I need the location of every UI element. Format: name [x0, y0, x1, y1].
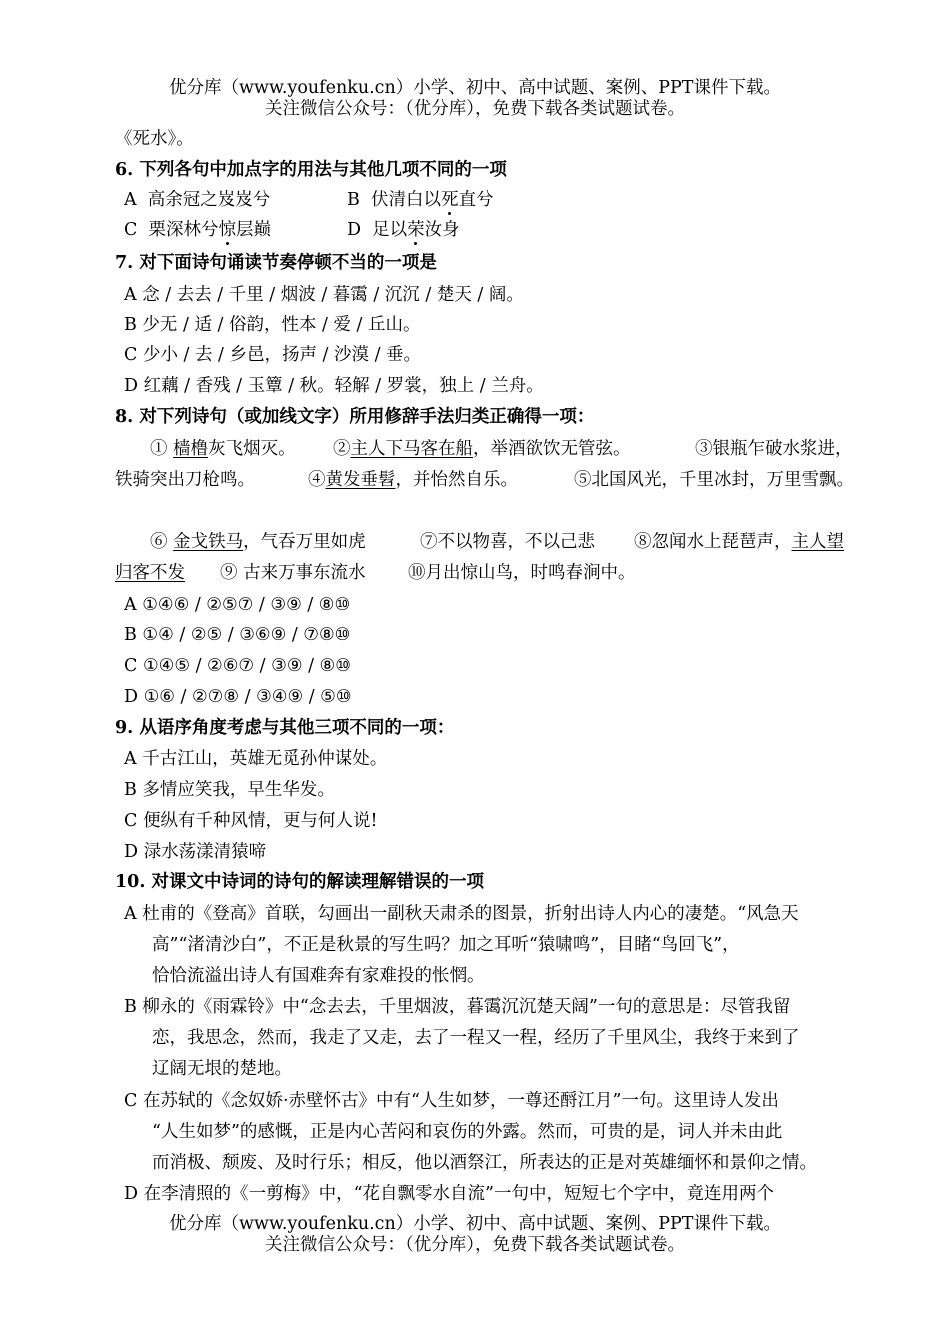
item-number: ② [333, 439, 351, 459]
underlined-text: 金戈铁马 [173, 532, 244, 552]
question-8-item-8-cont [115, 561, 185, 585]
option-label: A [124, 190, 137, 210]
item-text: ，并怡然自乐。 [395, 470, 518, 490]
question-7-title: 7. 对下面诗句诵读节奏停顿不当的一项是 [115, 253, 437, 273]
question-10-option-c-line3: 而消极、颓废、及时行乐；相反，他以酒祭江，所表达的正是对英雄缅怀和景仰之情。 [152, 1153, 817, 1173]
page-footer-line2: 关注微信公众号：（优分库），免费下载各类试题试卷。 [265, 1235, 685, 1255]
underlined-text: 归客不发 [115, 563, 185, 583]
question-9-option-d: D 渌水荡漾清猿啼 [124, 842, 267, 862]
question-10-option-a-line3: 恰恰流溢出诗人有国难奔有家难投的怅惘。 [152, 966, 485, 986]
question-10-option-c-line1: C 在苏轼的《念奴娇·赤壁怀古》中有“人生如梦，一尊还酹江月”一句。这里诗人发出 [124, 1091, 779, 1111]
question-7-option-a: A 念 / 去去 / 千里 / 烟波 / 暮霭 / 沉沉 / 楚天 / 阔。 [124, 285, 524, 305]
question-8-item-1 [150, 437, 296, 461]
item-number: ④ [308, 470, 326, 490]
page-footer-line1: 优分库（www.youfenku.cn）小学、初中、高中试题、案例、PPT课件下载。 [169, 1214, 781, 1234]
question-10-option-b-line2: 恋，我思念，然而，我走了又走，去了一程又一程，经历了千里风尘，我终于来到了 [152, 1028, 800, 1048]
question-9-title: 9. 从语序角度考虑与其他三项不同的一项： [115, 718, 455, 738]
question-8-item-3-cont: 铁骑突出刀枪鸣。 [115, 470, 255, 490]
question-10-option-a-line1: A 杜甫的《登高》首联，勾画出一副秋天肃杀的图景，折射出诗人内心的凄楚。“风急天 [124, 904, 799, 924]
question-10-option-b-line3: 辽阔无垠的楚地。 [152, 1059, 292, 1079]
question-8-item-2 [333, 437, 631, 461]
option-text-post: 层巅 [236, 220, 272, 240]
option-text-pre: 足以 [372, 220, 408, 240]
underlined-text: 主人下马客在船 [350, 439, 473, 459]
option-text-pre: 栗深林兮 [148, 220, 219, 240]
question-8-item-10: ⑩月出惊山鸟，时鸣春涧中。 [408, 563, 636, 583]
page-header-line2: 关注微信公众号：（优分库），免费下载各类试题试卷。 [265, 99, 685, 119]
page-header-line1: 优分库（www.youfenku.cn）小学、初中、高中试题、案例、PPT课件下载。 [169, 78, 781, 98]
question-8-option-b: B ①④ / ②⑤ / ③⑥⑨ / ⑦⑧⑩ [124, 625, 351, 645]
option-text: 高余冠之岌岌兮 [147, 190, 271, 210]
item-text: ，举酒欲饮无管弦。 [473, 439, 631, 459]
question-8-option-d: D ①⑥ / ②⑦⑧ / ③④⑨ / ⑤⑩ [124, 687, 352, 707]
question-9-option-a: A 千古江山，英雄无觅孙仲谋处。 [124, 749, 388, 769]
option-label: B [347, 190, 360, 210]
question-6-option-d [347, 218, 460, 242]
question-8-item-4 [308, 468, 518, 492]
question-8-item-8 [634, 530, 844, 554]
question-8-item-7: ⑦不以物喜，不以己悲 [420, 532, 595, 552]
question-8-item-5: ⑤北国风光，千里冰封，万里雪飘。 [574, 470, 854, 490]
question-9-option-b: B 多情应笑我，早生华发。 [124, 780, 335, 800]
question-6-option-b [347, 188, 494, 212]
item-text: 灰飞烟灭。 [208, 439, 296, 459]
option-label: C [124, 220, 138, 240]
option-text-post: 汝身 [424, 220, 460, 240]
question-10-option-a-line2: 高”“渚清沙白”，不正是秋景的写生吗？加之耳听“猿啸鸣”，目睹“鸟回飞”， [152, 935, 740, 955]
question-8-option-a: A ①④⑥ / ②⑤⑦ / ③⑨ / ⑧⑩ [124, 595, 351, 615]
question-8-option-c: C ①④⑤ / ②⑥⑦ / ③⑨ / ⑧⑩ [124, 656, 351, 676]
question-9-option-c: C 便纵有千种风情，更与何人说! [124, 811, 378, 831]
underlined-text: 主人望 [791, 532, 844, 552]
question-6-title: 6. 下列各句中加点字的用法与其他几项不同的一项 [115, 160, 507, 180]
question-7-option-d: D 红藕 / 香残 / 玉簟 / 秋。轻解 / 罗裳，独上 / 兰舟。 [124, 376, 544, 396]
option-label: D [347, 220, 362, 240]
dotted-character: 惊 [218, 220, 237, 240]
continuation-text: 《死水》。 [115, 129, 194, 149]
item-text: ，气吞万里如虎 [243, 532, 366, 552]
question-10-option-b-line1: B 柳永的《雨霖铃》中“念去去，千里烟波，暮霭沉沉楚天阔”一句的意思是：尽管我留 [124, 997, 791, 1017]
item-number: ⑥ [150, 532, 168, 552]
dotted-character: 荣 [407, 220, 425, 240]
option-text-post: 直兮 [458, 190, 494, 210]
question-8-item-3: ③银瓶乍破水浆进， [695, 439, 853, 459]
dotted-character: 死 [441, 190, 459, 210]
question-10-option-c-line2: “人生如梦”的感慨，正是内心苦闷和哀伤的外露。然而，可贵的是，词人并未由此 [152, 1122, 783, 1142]
question-8-item-6 [150, 530, 366, 554]
underlined-text: 黄发垂髫 [325, 470, 396, 490]
question-8-title: 8. 对下列诗句（或加线文字）所用修辞手法归类正确得一项： [115, 407, 595, 427]
question-7-option-c: C 少小 / 去 / 乡邑，扬声 / 沙漠 / 垂。 [124, 345, 422, 365]
question-8-item-9: ⑨ 古来万事东流水 [220, 563, 366, 583]
underlined-text: 樯橹 [173, 439, 209, 459]
question-6-option-c [124, 218, 271, 242]
question-7-option-b: B 少无 / 适 / 俗韵，性本 / 爱 / 丘山。 [124, 315, 421, 335]
option-text-pre: 伏清白以 [371, 190, 442, 210]
question-10-option-d-line1: D 在李清照的《一剪梅》中，“花自飘零水自流”一句中，短短七个字中，竟连用两个 [124, 1184, 774, 1204]
question-6-option-a [124, 188, 270, 212]
question-10-title: 10. 对课文中诗词的诗句的解读理解错误的一项 [115, 872, 485, 892]
item-text: ⑧忽闻水上琵琶声， [634, 532, 792, 552]
item-number: ① [150, 439, 168, 459]
